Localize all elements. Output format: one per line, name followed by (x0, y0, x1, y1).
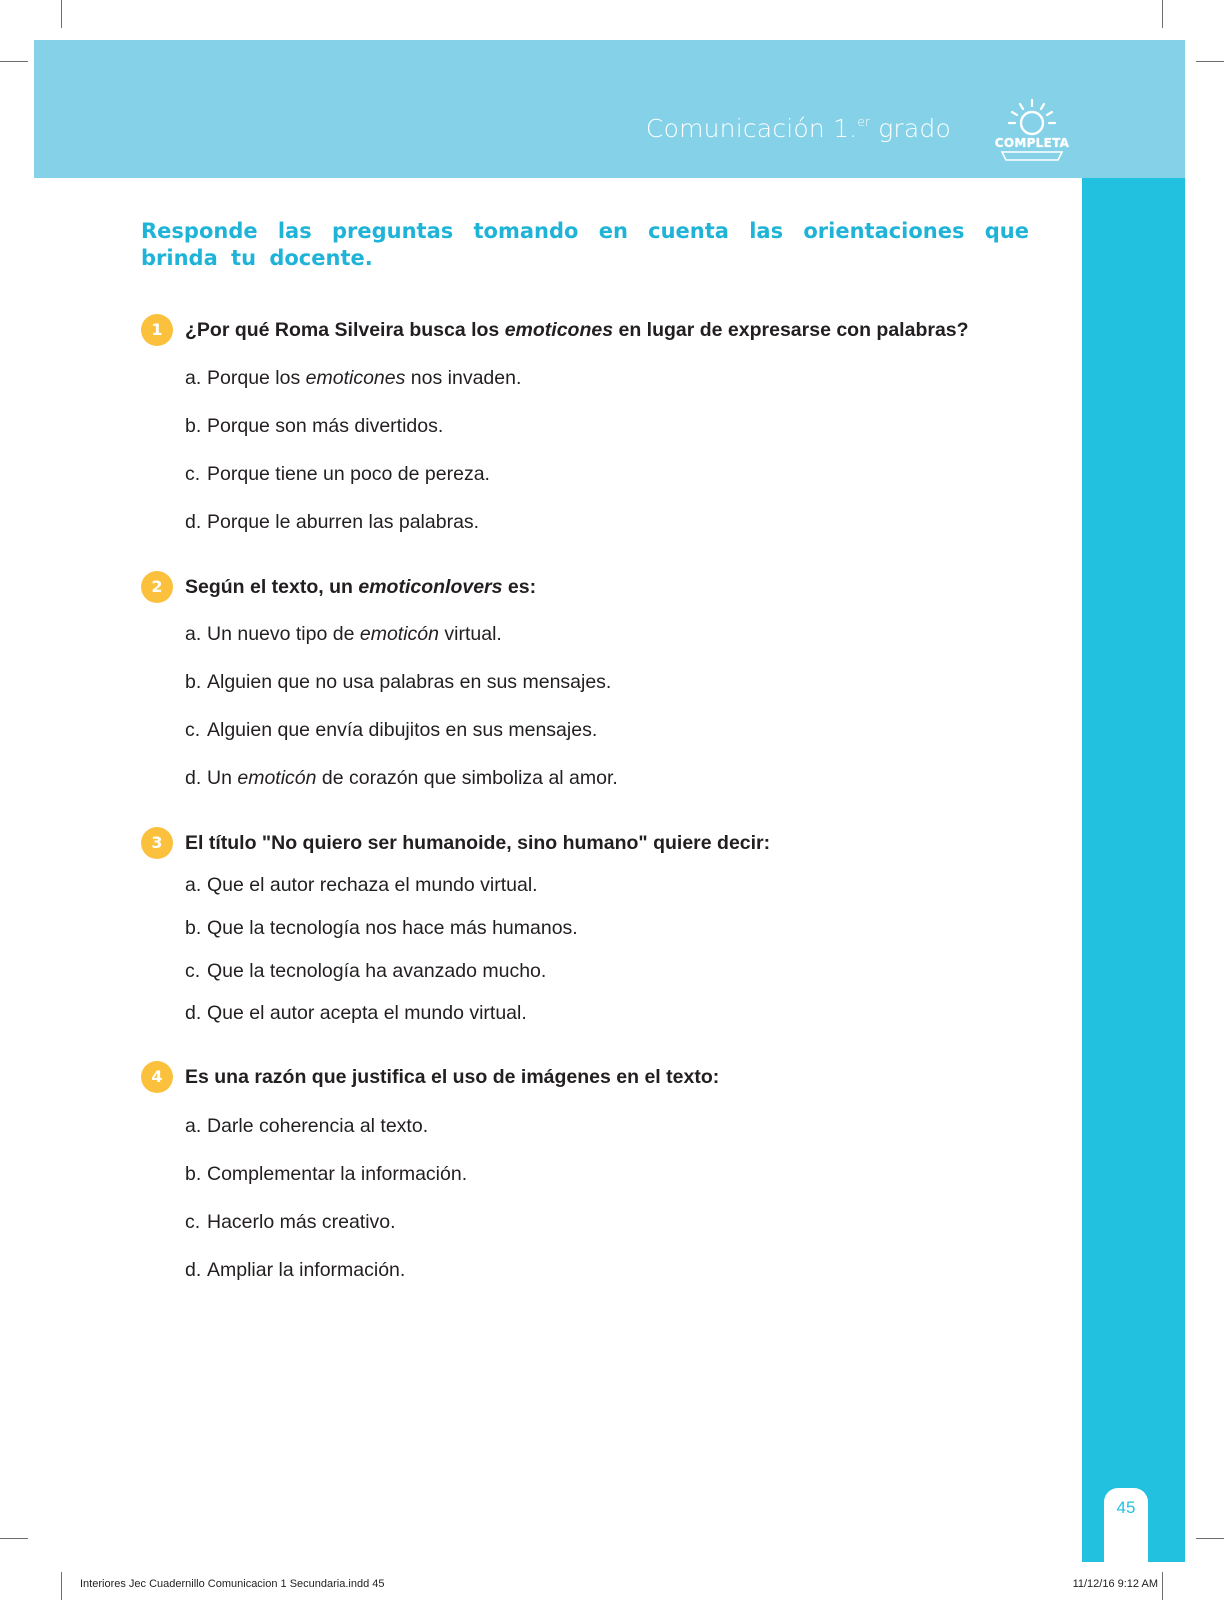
jornada-completa-logo (992, 98, 1072, 168)
answer-option: d. Que el autor acepta el mundo virtual. (185, 1002, 527, 1024)
answer-option: c. Porque tiene un poco de pereza. (185, 463, 490, 485)
answer-option: a. Un nuevo tipo de emoticón virtual. (185, 623, 502, 645)
crop-mark (1196, 61, 1224, 62)
page-number: 45 (1116, 1498, 1136, 1517)
instructions-heading: Responde las preguntas tomando en cuenta las orientaciones que brinda tu docente. (141, 219, 1029, 270)
answer-option: d. Un emoticón de corazón que simboliza al amor. (185, 767, 618, 789)
crop-mark (1196, 1538, 1224, 1539)
answer-option: b. Complementar la información. (185, 1163, 468, 1185)
answer-option: b. Que la tecnología nos hace más humanos. (185, 917, 578, 939)
answer-option: a. Darle coherencia al texto. (185, 1115, 429, 1137)
logo-wordmark: COMPLETA (994, 136, 1070, 150)
crop-mark (0, 1538, 28, 1539)
crop-mark (1162, 0, 1163, 28)
crop-mark (61, 1572, 62, 1600)
question-text: El título "No quiero ser humanoide, sino humano" quiere decir: (185, 832, 771, 854)
footer-file-name: Interiores Jec Cuadernillo Comunicacion 1 Secundaria.indd 45 (80, 1578, 385, 1590)
question-number-badge: 4 (141, 1061, 173, 1093)
question-number-badge: 3 (141, 827, 173, 859)
answer-option: c. Alguien que envía dibujitos en sus mensajes. (185, 719, 598, 741)
answer-option: b. Alguien que no usa palabras en sus mensajes. (185, 671, 612, 693)
answer-option: b. Porque son más divertidos. (185, 415, 444, 437)
question-text: ¿Por qué Roma Silveira busca los emoticones en lugar de expresarse con palabras? (185, 319, 969, 341)
crop-mark (0, 61, 28, 62)
crop-mark (1162, 1572, 1163, 1600)
answer-option: a. Que el autor rechaza el mundo virtual. (185, 874, 538, 896)
question-number-badge: 2 (141, 571, 173, 603)
question-text: Según el texto, un emoticonlovers es: (185, 576, 537, 598)
crop-mark (61, 0, 62, 28)
answer-option: d. Ampliar la información. (185, 1259, 406, 1281)
question-number-badge: 1 (141, 314, 173, 346)
answer-option: a. Porque los emoticones nos invaden. (185, 367, 522, 389)
footer-timestamp: 11/12/16 9:12 AM (1072, 1578, 1158, 1590)
answer-option: c. Hacerlo más creativo. (185, 1211, 396, 1233)
answer-option: c. Que la tecnología ha avanzado mucho. (185, 960, 547, 982)
question-text: Es una razón que justifica el uso de imágenes en el texto: (185, 1066, 720, 1088)
side-band (1082, 178, 1185, 1562)
header-band (34, 40, 1185, 178)
answer-option: d. Porque le aburren las palabras. (185, 511, 480, 533)
sun-icon (992, 98, 1072, 168)
header-title: Comunicación 1.$^{er}$ grado (645, 114, 951, 143)
